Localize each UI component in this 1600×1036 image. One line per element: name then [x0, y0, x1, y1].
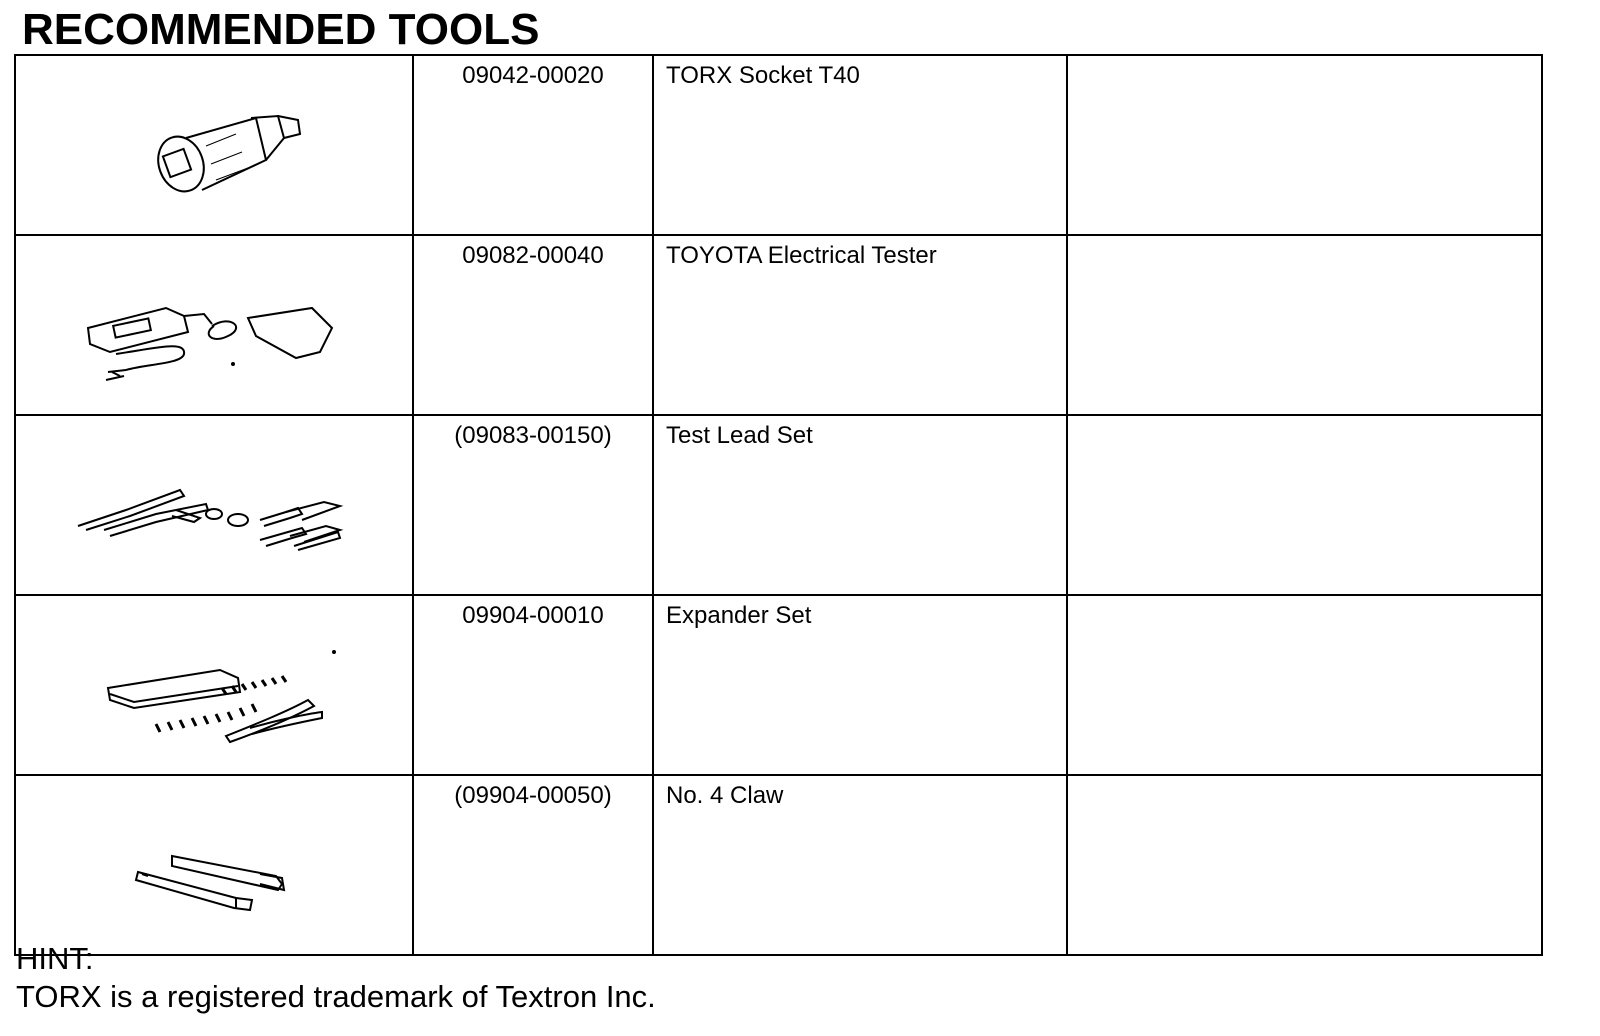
- torx-socket-icon: [16, 56, 414, 228]
- page-title: RECOMMENDED TOOLS: [22, 5, 540, 54]
- notes-cell: [1067, 595, 1542, 775]
- part-number: (09083-00150): [413, 415, 653, 595]
- part-number: 09904-00010: [413, 595, 653, 775]
- notes-cell: [1067, 235, 1542, 415]
- hint-section: [16, 940, 656, 1016]
- tool-image-cell: [15, 595, 413, 775]
- hint-text: TORX is a registered trademark of Textron Inc.: [16, 979, 656, 1014]
- tool-image-cell: [15, 55, 413, 235]
- tool-name: TOYOTA Electrical Tester: [653, 235, 1067, 415]
- tool-image-cell: [15, 775, 413, 955]
- tool-name: Test Lead Set: [653, 415, 1067, 595]
- table-row: [15, 415, 1542, 595]
- part-number: (09904-00050): [413, 775, 653, 955]
- tool-name: Expander Set: [653, 595, 1067, 775]
- test-lead-set-icon: [16, 416, 414, 588]
- tool-image-cell: [15, 235, 413, 415]
- part-number: 09042-00020: [413, 55, 653, 235]
- table-row: [15, 235, 1542, 415]
- notes-cell: [1067, 415, 1542, 595]
- part-number: 09082-00040: [413, 235, 653, 415]
- table-row: [15, 55, 1542, 235]
- electrical-tester-icon: [16, 236, 414, 408]
- tool-name: TORX Socket T40: [653, 55, 1067, 235]
- tool-name: No. 4 Claw: [653, 775, 1067, 955]
- hint-label: HINT:: [16, 941, 94, 976]
- tools-table: [14, 54, 1543, 956]
- table-row: [15, 775, 1542, 955]
- expander-set-icon: [16, 596, 414, 768]
- notes-cell: [1067, 55, 1542, 235]
- tool-image-cell: [15, 415, 413, 595]
- claw-icon: [16, 776, 414, 948]
- table-row: [15, 595, 1542, 775]
- notes-cell: [1067, 775, 1542, 955]
